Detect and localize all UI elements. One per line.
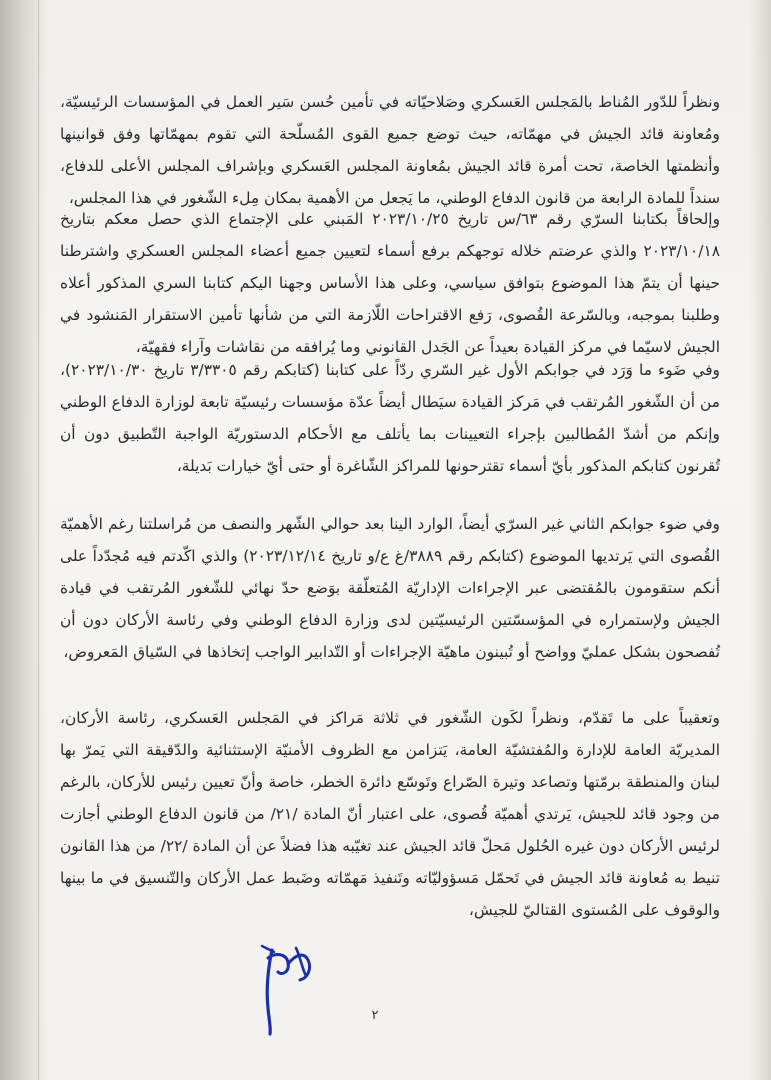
page-shadow-left [0, 0, 48, 1080]
paragraph-second-reply: وفي ضوء جوابكم الثاني غير السرّي أيضاً، الوارد الينا بعد حوالي الشّهر والنصف من مُراسلتنا رغم الأهميّة القُصوى التي يَرتديها الموضوع (كتابكم رقم ٣٨٨٩/غ ع/و تاريخ ٢٠٢٣/١٢/١٤) والذي اكّدتم فيه مُجدّداً على أنكم ستقومون بالمُقتضى عبر الإجراءات الإداريّة المُتعلّقة بوَضع حدّ نهائي للشّغور المُرتقب في قيادة الجيش ولإستمراره في المؤسسّتين الرئيسيّتين لدى وزارة الدفاع الوطني وفي رئاسة الأركان دون أن تُفصحون بشكل عمليّ وواضح أو تُبينون ماهيّة الإجراءات أو التّدابير الواجب إتخاذها في السّياق المَعروض، [60, 515, 720, 661]
handwritten-signature [252, 928, 322, 1036]
paragraph-secret-letter-followup: وإلحاقاً بكتابنا السرّي رقم ٦٣/س تاريخ ٢٠٢٣/١٠/٢٥ المَبني على الإجتماع الذي حصل معكم بتاريخ ٢٠٢٣/١٠/١٨ والذي عرضتم خلاله توجهكم برفع أسماء لتعيين جميع أعضاء المجلس العسكري واشترطنا حينها أن يتمّ هذا الموضوع بتوافق سياسي، وعلى هذا الأساس وجهنا اليكم كتابنا السري المذكور أعلاه وطلبنا بموجبه، وبالسّرعة القُصوى، رَفع الاقتراحات اللّازمة التي من شأنها تأمين الاستقرار المَنشود في الجيش لاسيّما في مركز القيادة بعيداً عن الجَدل القانوني وما يُرافقه من نقاشات وآراء فقهيّة، [60, 210, 720, 356]
paragraph-military-council-role: ونظراً للدّور المُناط بالمَجلس العَسكري وصَلاحيّاته في تأمين حُسن سَير العمل في المؤسسات الرئيسيّة، ومُعاونة قائد الجيش في مهمّاته، حيث توضع جميع القوى المُسلّحة التي تقوم بمهمّاتها وفق قوانينها وأنظمتها الخاصة، تحت أمرة قائد الجيش بمُعاونة المجلس العَسكري وبإشراف المجلس الأعلى للدفاع، سنداً للمادة الرابعة من قانون الدفاع الوطني، ما يَجعل من الأهمية بمكان مِلء الشّغور في هذا المجلس، [60, 93, 720, 207]
page-number: ٢ [371, 1008, 379, 1023]
paragraph-first-reply: وفي ضَوء ما وَرَد في جوابكم الأول غير السّري ردّاً على كتابنا (كتابكم رقم ٣/٣٣٠٥ تاريخ ٢٠٢٣/١٠/٣٠)، من أن الشّغور المُرتقب في مَركز القيادة سيَطال أيضاً عدّة مؤسسات رئيسيّة تابعة لوزارة الدفاع الوطني وإنكم من أشدّ المُطالبين بإجراء التعيينات بما يأتلف مع الأحكام الدستوريّة الواجبة التّطبيق دون أن تُقرنون كتابكم المذكور بأيّ أسماء تقترحونها للمراكز الشّاغرة أو حتى أيّ خيارات بَديلة، [60, 361, 720, 475]
page-edge-line [38, 0, 39, 1080]
paragraph-vacancy-chief-of-staff: وتعقيباً على ما تَقدّم، ونظراً لكَون الشّغور في ثلاثة مَراكز في المَجلس العَسكري، رئاسة الأركان، المديريّة العامة للإدارة والمُفتشيّة العامة، يَتزامن مع الظروف الأمنيّة الإستثنائية والدّقيقة التي يَمرّ بها لبنان والمنطقة برمّتها وتصاعد وتيرة الصّراع وتَوسّع دائرة الخطر، خاصة وأنّ تعيين رئيس للأركان، بالرغم من وجود قائد للجيش، يَرتدي أهميّة قُصوى، على اعتبار أنّ المادة /٢١/ من قانون الدفاع الوطني أجازت لرئيس الأركان دون غيره الحُلول مَحلّ قائد الجيش عند تغيّبه هذا فضلاً عن أن المادة /٢٢/ من هذا القانون تنيط به مُعاونة قائد الجيش في تَحمّل مَسؤوليّاته وتَنفيذ مَهمّاته وضَبط عمل الأركان والتّنسيق في ما بينها والوقوف على المُستوى القتاليّ للجيش، [60, 709, 720, 919]
page-shadow-right [749, 0, 771, 1080]
